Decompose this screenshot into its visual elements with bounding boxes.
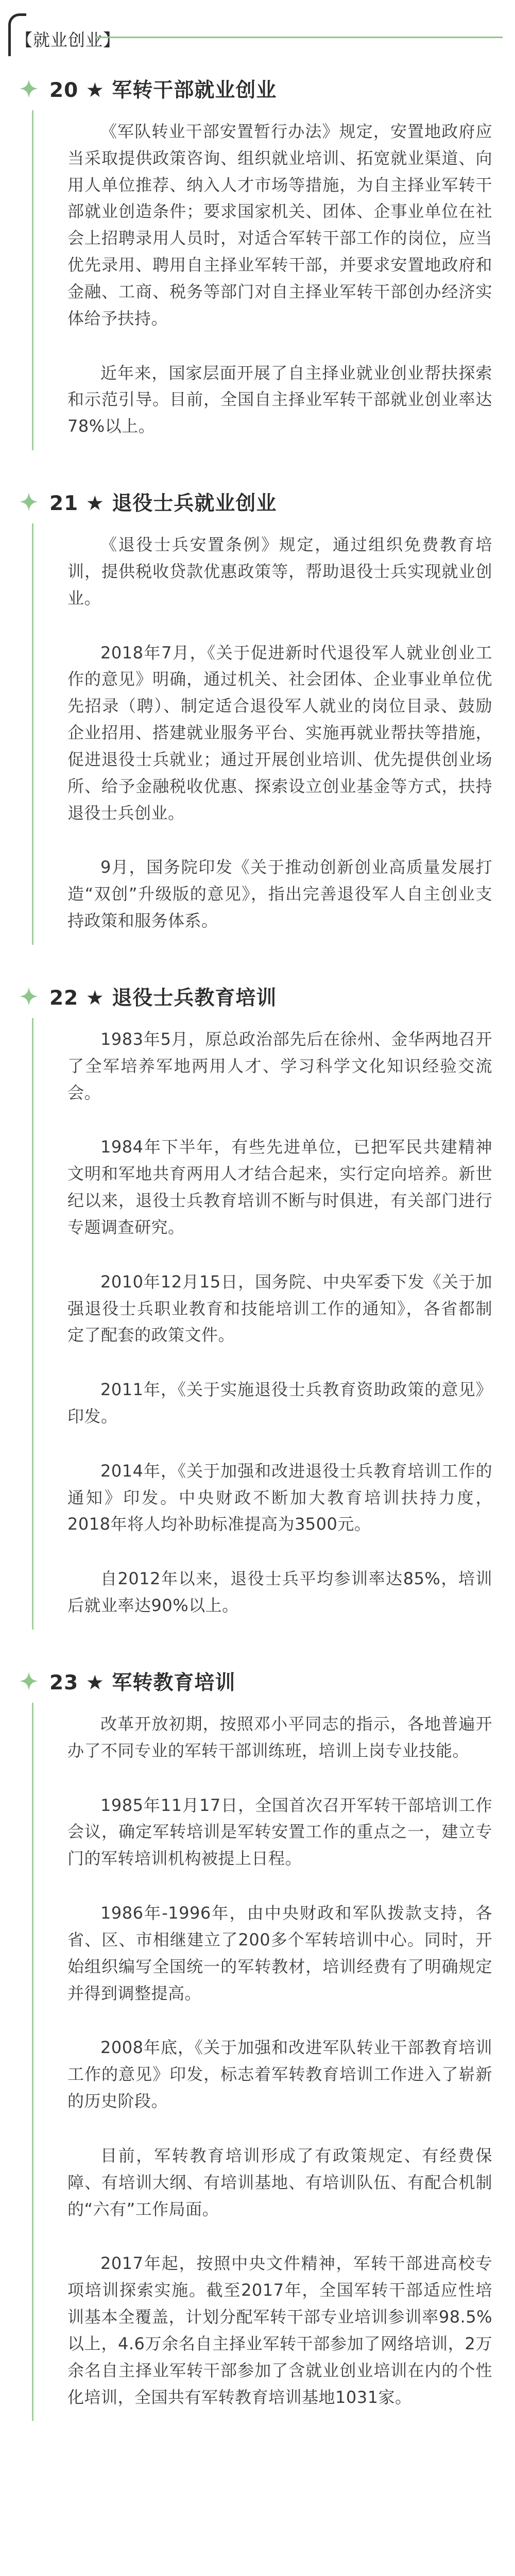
paragraph: 2010年12月15日，国务院、中央军委下发《关于加强退役士兵职业教育和技能培训工作的通知》，各省都制定了配套的政策文件。: [67, 1272, 492, 1345]
sparkle-icon: [20, 493, 38, 511]
paragraph: 自2012年以来，退役士兵平均参训率达85%，培训后就业率达90%以上。: [67, 1569, 492, 1616]
paragraph: 2008年底，《关于加强和改进军队转业干部教育培训工作的意见》印发，标志着军转教育培训工作进入了崭新的历史阶段。: [67, 2038, 492, 2111]
section-header: [20, 480, 502, 523]
section-21: [20, 480, 502, 945]
paragraph: 《退役士兵安置条例》规定，通过组织免费教育培训，提供税收贷款优惠政策等，帮助退役士兵实现就业创业。: [67, 535, 492, 608]
section-title: 22 ★ 退役士兵教育培训: [49, 986, 277, 1010]
section-title: 20 ★ 军转干部就业创业: [49, 79, 277, 102]
section-header: [20, 67, 502, 110]
sparkle-icon: [20, 1672, 38, 1690]
paragraph: 1984年下半年，有些先进单位，已把军民共建精神文明和军地共育两用人才结合起来，实行定向培养。新世纪以来，退役士兵教育培训不断与时俱进，有关部门进行专题调查研究。: [67, 1137, 492, 1237]
section-header: [20, 975, 502, 1018]
paragraph: 改革开放初期，按照邓小平同志的指示，各地普遍开办了不同专业的军转干部训练班，培训上岗专业技能。: [67, 1714, 492, 1760]
section-22: [20, 975, 502, 1630]
paragraph: 目前，军转教育培训形成了有政策规定、有经费保障、有培训大纲、有培训基地、有培训队伍、有配合机制的“六有”工作局面。: [67, 2145, 492, 2219]
paragraph: 2018年7月，《关于促进新时代退役军人就业创业工作的意见》明确，通过机关、社会团体、企业事业单位优先招录（聘）、制定适合退役军人就业的岗位目录、鼓励企业招用、搭建就业服务平台、实施再就业帮扶等措施，促进退役士兵就业；通过开展创业培训、优先提供创业场所、给予金融税收优惠、探索设立创业基金等方式，扶持退役士兵创业。: [67, 642, 492, 823]
paragraph: 1983年5月，原总政治部先后在徐州、金华两地召开了全军培养军地两用人才、学习科学文化知识经验交流会。: [67, 1029, 492, 1103]
section-body: [32, 1703, 502, 2421]
sparkle-icon: [20, 987, 38, 1006]
section-body: [32, 110, 502, 450]
category-tag: [0, 13, 515, 67]
section-20: [20, 67, 502, 450]
paragraph: 《军队转业干部安置暂行办法》规定，安置地政府应当采取提供政策咨询、组织就业培训、拓宽就业渠道、向用人单位推荐、纳入人才市场等措施，为自主择业军转干部就业创造条件；要求国家机关、团体、企事业单位在社会上招聘录用人员时，对适合军转干部工作的岗位，应当优先录用、聘用自主择业军转干部，并要求安置地政府和金融、工商、税务等部门对自主择业军转干部创办经济实体给予扶持。: [67, 122, 492, 328]
paragraph: 2011年，《关于实施退役士兵教育资助政策的意见》印发。: [67, 1380, 492, 1426]
section-body: [32, 523, 502, 945]
paragraph: 1986年-1996年，由中央财政和军队拨款支持，各省、区、市相继建立了200多个军转培训中心。同时，开始组织编写全国统一的军转教材，培训经费有了明确规定并得到调整提高。: [67, 1903, 492, 2003]
section-body: [32, 1018, 502, 1630]
paragraph: 1985年11月17日，全国首次召开军转干部培训工作会议，确定军转培训是军转安置工作的重点之一，建立专门的军转培训机构被提上日程。: [67, 1795, 492, 1869]
paragraph: 近年来，国家层面开展了自主择业就业创业帮扶探索和示范引导。目前，全国自主择业军转干部就业创业率达78%以上。: [67, 363, 492, 436]
paragraph: 9月，国务院印发《关于推动创新创业高质量发展打造“双创”升级版的意见》，指出完善退役军人自主创业支持政策和服务体系。: [67, 857, 492, 931]
section-title: 23 ★ 军转教育培训: [49, 1671, 236, 1694]
tag-divider-line: [96, 37, 503, 38]
section-title: 21 ★ 退役士兵就业创业: [49, 492, 277, 516]
section-header: [20, 1659, 502, 1703]
sparkle-icon: [20, 79, 38, 98]
section-23: [20, 1659, 502, 2421]
paragraph: 2017年起，按照中央文件精神，军转干部进高校专项培训探索实施。截至2017年，全国军转干部适应性培训基本全覆盖，计划分配军转干部专业培训参训率98.5%以上，4.6万余名自主择业军转干部参加了网络培训，2万余名自主择业军转干部参加了含就业创业培训在内的个性化培训，全国共有军转教育培训基地1031家。: [67, 2253, 492, 2407]
category-label: 【就业创业】: [15, 30, 121, 50]
paragraph: 2014年，《关于加强和改进退役士兵教育培训工作的通知》印发。中央财政不断加大教育培训扶持力度，2018年将人均补助标准提高为3500元。: [67, 1461, 492, 1534]
